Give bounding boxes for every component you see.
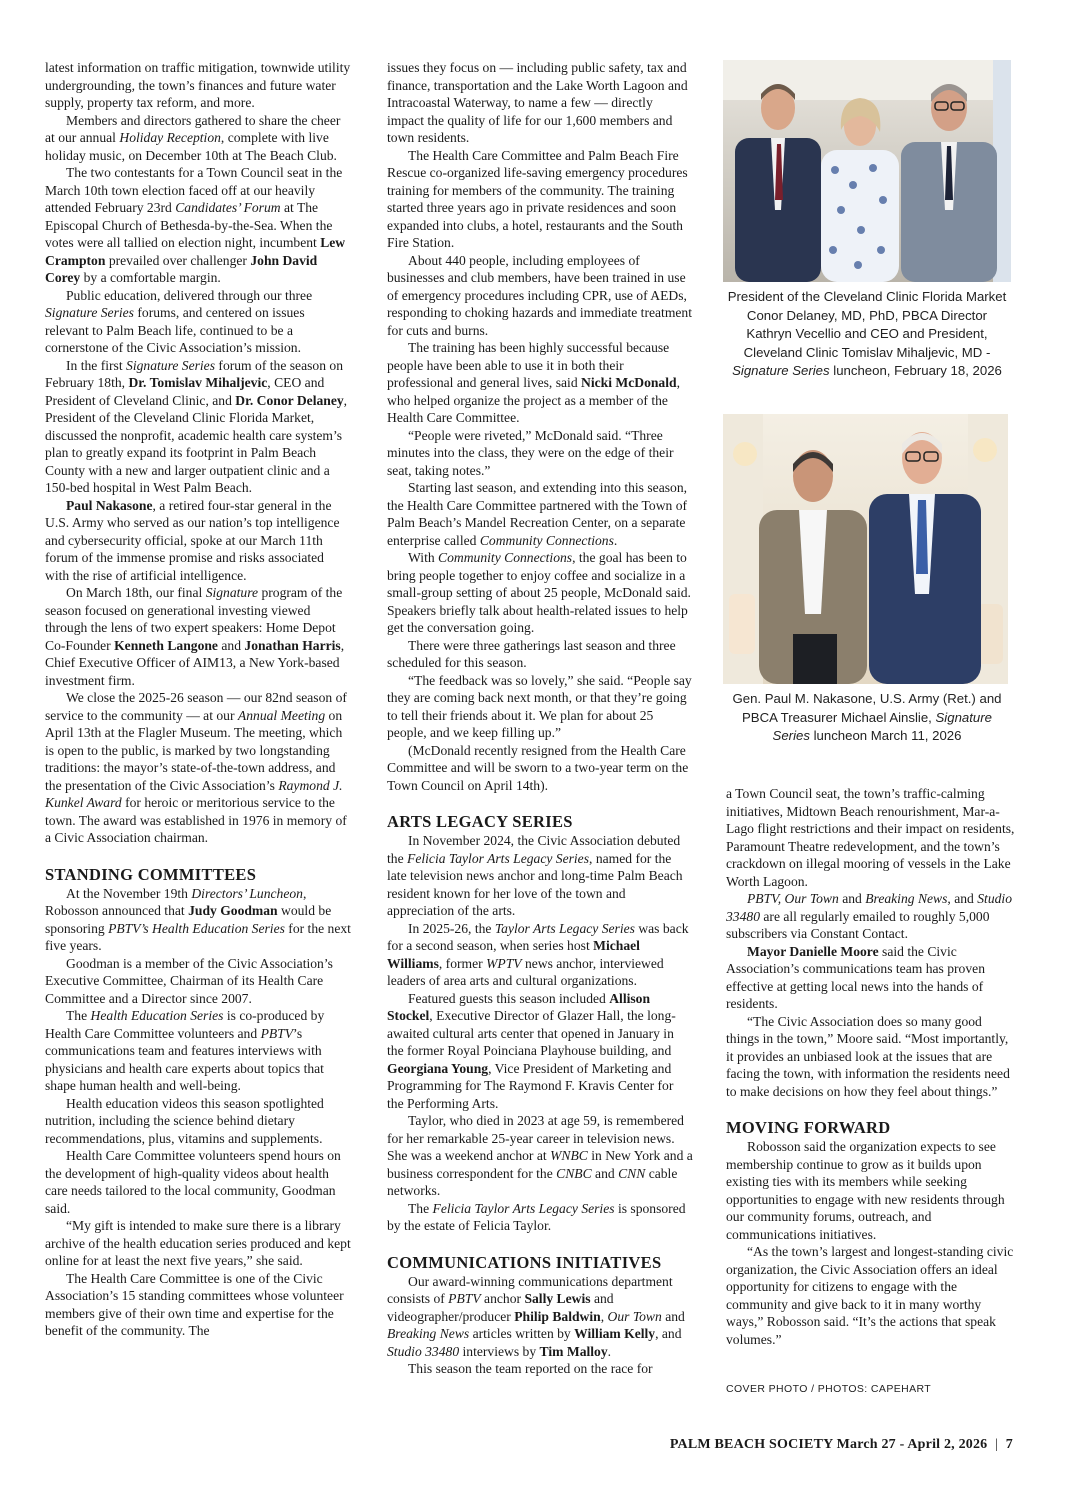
paragraph: Paul Nakasone, a retired four-star general in the U.S. Army who served as our nation’s top intelligence and cybersecurity official, spoke at our March 11th forum of the immense promise and risks associated with the rise of artificial intelligence.	[45, 497, 340, 583]
section-heading-moving-forward: MOVING FORWARD	[726, 1118, 891, 1137]
paragraph: On March 18th, our final Signature program of the season focused on generational investing viewed through the lens of two expert speakers: Home Depot Co-Founder Kenneth Langone and Jonathan Harris, Chief Executive Officer of AIM13, a New York-based investment firm.	[45, 585, 345, 688]
paragraph: This season the team reported on the race for	[408, 1361, 653, 1376]
column-1	[45, 59, 351, 1340]
paragraph: Featured guests this season included Allison Stockel, Executive Director of Glazer Hall, the long-awaited cultural arts center that opened in January in the former Royal Poinciana Playhouse building, and Georgiana Young, Vice President of Marketing and Programming for The Raymond F. Kravis Center for the Performing Arts.	[387, 990, 676, 1111]
paragraph: Our award-winning communications department consists of PBTV anchor Sally Lewis and videographer/producer Philip Baldwin, Our Town and Breaking News articles written by William Kelly, and Studio 33480 interviews by Tim Malloy.	[387, 1273, 685, 1359]
paragraph: In November 2024, the Civic Association debuted the Felicia Taylor Arts Legacy Series, named for the late television news anchor and long-time Palm Beach resident known for her love of the town and appreciation of the arts.	[387, 833, 683, 918]
footer-separator: |	[995, 1437, 999, 1452]
paragraph: The training has been highly successful because people have been able to use it in both their professional and general lives, said Nicki McDonald, who helped organize the project as a member of the Health Care Committee.	[387, 340, 680, 425]
photo-illustration	[723, 414, 1008, 684]
paragraph: At the November 19th Directors’ Luncheon, Robosson announced that Judy Goodman would be sponsoring PBTV’s Health Education Series for the next five years.	[45, 885, 351, 953]
paragraph: “People were riveted,” McDonald said. “Three minutes into the class, they were on the edge of their seat, taking notes.”	[387, 427, 674, 478]
paragraph: Health Care Committee volunteers spend hours on the development of high-quality videos about health care needs tailored to the local community, Goodman said.	[45, 1148, 341, 1216]
paragraph: Mayor Danielle Moore said the Civic Association’s communications team has proven effective at getting local news into the hands of residents.	[726, 943, 985, 1011]
paragraph: The Health Care Committee and Palm Beach Fire Rescue co-organized life-saving emergency procedures training for members of the community. The training started three years ago in private residences and soon expanded into clubs, a hotel, restaurants and the South Fire Station.	[387, 147, 688, 250]
paragraph: About 440 people, including employees of businesses and club members, have been trained in use of emergency procedures including CPR, use of AEDs, responding to choking hazards and immediate treatment for cuts and burns.	[387, 252, 693, 338]
page-number: 7	[1005, 1437, 1013, 1452]
photo-caption-1: President of the Cleveland Clinic Florida Market Conor Delaney, MD, PhD, PBCA Director Kathryn Vecellio and CEO and President, Cleveland Clinic Tomislav Mihaljevic, MD - Signature Series luncheon, February 18, 2026	[727, 289, 1007, 378]
photo-illustration	[723, 60, 1011, 282]
section-heading-communications-initiatives: COMMUNICATIONS INITIATIVES	[387, 1252, 662, 1272]
photo-cleveland-clinic-luncheon	[723, 60, 1011, 282]
paragraph: Starting last season, and extending into this season, the Health Care Committee partnered with the Town of Palm Beach’s Mandel Recreation Center, on a separate enterprise called Community Connections.	[387, 480, 688, 548]
paragraph: We close the 2025-26 season — our 82nd season of service to the community — at our Annual Meeting on April 13th at the Flagler Museum. The meeting, which is open to the public, is marked by two longstanding traditions: the mayor’s state-of-the-town address, and the presentation of the Civic Association’s Raymond J. Kunkel Award for heroic or meritorious service to the town. The award was established in 1976 in memory of a Civic Association chairman.	[45, 690, 347, 845]
paragraph: The Health Education Series is co-produced by Health Care Committee volunteers and PBTV’s communications team and features interviews with physicians and health care experts about topics that shape human health and well-being.	[45, 1008, 325, 1093]
paragraph: In 2025-26, the Taylor Arts Legacy Series was back for a second season, when series host Michael Williams, former WPTV news anchor, interviewed leaders of area arts and cultural organizations.	[387, 920, 689, 988]
column-3	[726, 785, 1016, 1348]
paragraph: latest information on traffic mitigation, townwide utility undergrounding, the town’s finances and future water supply, property tax reform, and more.	[45, 60, 351, 110]
publication-name: PALM BEACH SOCIETY	[669, 1437, 833, 1452]
section-heading-arts-legacy-series: ARTS LEGACY SERIES	[387, 812, 573, 831]
photo-caption-2: Gen. Paul M. Nakasone, U.S. Army (Ret.) and PBCA Treasurer Michael Ainslie, Signature Series luncheon March 11, 2026	[732, 691, 1002, 743]
page-footer	[670, 1437, 1013, 1453]
column-2	[387, 59, 693, 1378]
paragraph: The Felicia Taylor Arts Legacy Series is sponsored by the estate of Felicia Taylor.	[387, 1200, 686, 1233]
paragraph: Health education videos this season spotlighted nutrition, including the science behind dietary recommendations, plus, vitamins and supplements.	[45, 1095, 324, 1146]
photo-credit: COVER PHOTO / PHOTOS: CAPEHART	[726, 1383, 932, 1395]
paragraph: Robosson said the organization expects to see membership continue to grow as it builds upon existing ties with its members while seeking opportunities to engage with new residents through our community forums, outreach, and communications initiatives.	[726, 1139, 1005, 1242]
paragraph: Public education, delivered through our three Signature Series forums, and centered on issues relevant to Palm Beach life, continued to be a cornerstone of the Civic Association’s mission.	[45, 287, 313, 355]
issue-dates: March 27 - April 2, 2026	[836, 1437, 988, 1452]
paragraph: PBTV, Our Town and Breaking News, and Studio 33480 are all regularly emailed to roughly 5,000 subscribers via Constant Contact.	[726, 891, 1012, 941]
section-heading-standing-committees: STANDING COMMITTEES	[45, 864, 257, 884]
paragraph: Goodman is a member of the Civic Association’s Executive Committee, Chairman of its Health Care Committee and a Director since 2007.	[45, 955, 333, 1006]
paragraph: “The Civic Association does so many good things in the town,” Moore said. “Most importantly, it provides an unbiased look at the issues that are facing the town, with information the residents need to make decisions on how they feel about things.”	[726, 1013, 1010, 1099]
paragraph: The two contestants for a Town Council seat in the March 10th town election faced off at our heavily attended February 23rd Candidates’ Forum at The Episcopal Church of Bethesda-by-the-Sea. When the votes were all tallied on election night, incumbent Lew Crampton prevailed over challenger John David Corey by a comfortable margin.	[45, 165, 346, 285]
photo-nakasone-ainslie	[723, 414, 1008, 684]
paragraph: In the first Signature Series forum of the season on February 18th, Dr. Tomislav Mihaljevic, CEO and President of Cleveland Clinic, and Dr. Conor Delaney, President of the Cleveland Clinic Florida Market, discussed the nonprofit, academic health care system’s plan to greatly expand its footprint in Palm Beach County with a new and larger outpatient clinic and a 150-bed hospital in West Palm Beach.	[45, 357, 348, 495]
paragraph: “The feedback was so lovely,” she said. “People say they are coming back next month, or that they’re going to tell their friends about it. We plan for about 25 people, and we keep filling up.”	[387, 672, 692, 740]
paragraph: Members and directors gathered to share the cheer at our annual Holiday Reception, complete with live holiday music, on December 10th at The Beach Club.	[45, 112, 341, 163]
paragraph: The Health Care Committee is one of the Civic Association’s 15 standing committees whose volunteer members give of their own time and expertise for the benefit of the community. The	[45, 1270, 344, 1338]
paragraph: “My gift is intended to make sure there is a library archive of the health education series produced and kept online for at least the next five years,” she said.	[45, 1218, 351, 1268]
paragraph: There were three gatherings last season and three scheduled for this season.	[387, 637, 676, 670]
paragraph: issues they focus on — including public safety, tax and finance, transportation and the Lake Worth Lagoon and Intracoastal Waterway, to name a few — directly impact the quality of life for our 1,600 members and town residents.	[387, 60, 688, 145]
paragraph: “As the town’s largest and longest-standing civic organization, the Civic Association offers an ideal opportunity for citizens to engage with the community and give back to it in many worthy ways,” Robosson said. “It’s the actions that speak volumes.”	[726, 1244, 1014, 1347]
paragraph: (McDonald recently resigned from the Health Care Committee and will be sworn to a two-year term on the Town Council on April 14th).	[387, 742, 689, 793]
paragraph: Taylor, who died in 2023 at age 59, is remembered for her remarkable 25-year career in television news. She was a weekend anchor at WNBC in New York and a business correspondent for the CNBC and CNN cable networks.	[387, 1113, 693, 1198]
paragraph: With Community Connections, the goal has been to bring people together to enjoy coffee and socialize in a small-group setting of about 25 people, McDonald said. Speakers briefly talk about health-related issues to help get the conversation going.	[387, 550, 691, 635]
paragraph: a Town Council seat, the town’s traffic-calming initiatives, Midtown Beach renourishment, Mar-a-Lago flight restrictions and their impact on residents, Paramount Theatre redevelopment, and the town’s crackdown on illegal mooring of vessels in the Lake Worth Lagoon.	[726, 786, 1015, 889]
